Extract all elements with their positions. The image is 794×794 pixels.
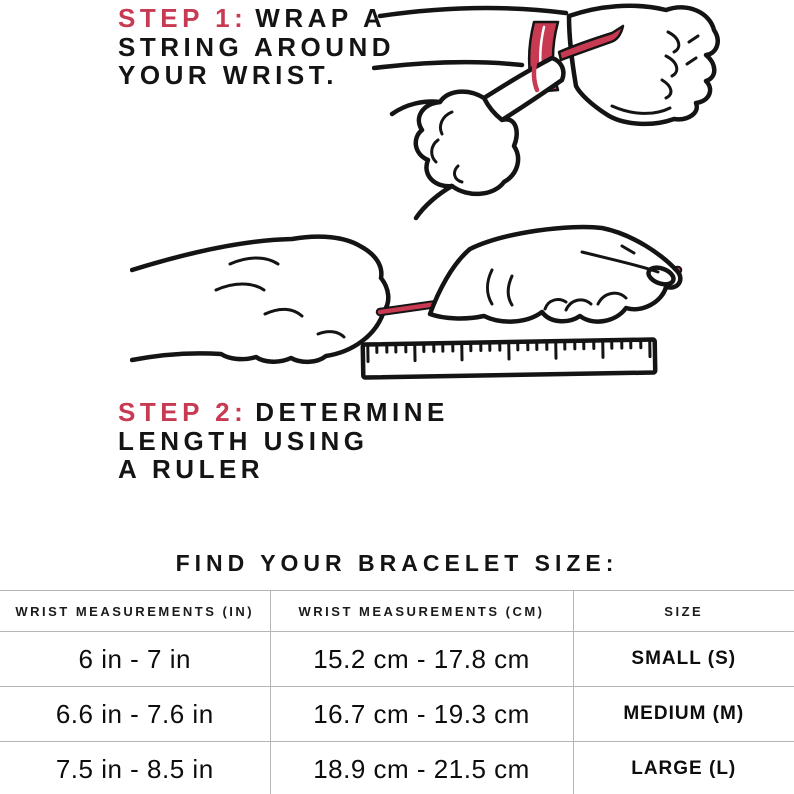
cell-cm: 18.9 cm - 21.5 cm bbox=[270, 742, 573, 794]
size-chart-title: FIND YOUR BRACELET SIZE: bbox=[175, 550, 619, 576]
column-header-size: SIZE bbox=[573, 591, 794, 632]
step2-line1: STEP 2: DETERMINE bbox=[118, 397, 449, 427]
step1-label: STEP 1: bbox=[118, 3, 248, 33]
step1-line2: STRING AROUND bbox=[118, 31, 396, 62]
ruler-measure-illustration bbox=[130, 212, 794, 392]
pointing-hand bbox=[392, 58, 563, 218]
table-row-small bbox=[0, 632, 794, 687]
step2-line3: A RULER bbox=[118, 454, 265, 484]
step1-heading bbox=[118, 4, 395, 90]
cell-cm: 16.7 cm - 19.3 cm bbox=[270, 687, 573, 742]
cell-inches: 6 in - 7 in bbox=[0, 632, 270, 687]
left-fist-hand bbox=[130, 237, 388, 362]
step2-line2: LENGTH USING bbox=[118, 425, 369, 456]
table-header-row bbox=[0, 591, 794, 632]
step2-label: STEP 2: bbox=[118, 397, 248, 427]
step1-line3: YOUR WRIST. bbox=[118, 60, 338, 90]
right-pinching-hand bbox=[430, 227, 680, 322]
table-row-medium bbox=[0, 687, 794, 742]
column-header-cm: WRIST MEASUREMENTS (CM) bbox=[270, 591, 573, 632]
size-chart-table bbox=[0, 590, 794, 794]
cell-inches: 6.6 in - 7.6 in bbox=[0, 687, 270, 742]
step2-heading bbox=[118, 398, 449, 484]
cell-size: MEDIUM (M) bbox=[573, 687, 794, 742]
cell-inches: 7.5 in - 8.5 in bbox=[0, 742, 270, 794]
cell-size: SMALL (S) bbox=[573, 632, 794, 687]
wrist-string-illustration bbox=[372, 0, 794, 225]
cell-cm: 15.2 cm - 17.8 cm bbox=[270, 632, 573, 687]
step1-line1: STEP 1: WRAP A bbox=[118, 3, 387, 33]
cell-size: LARGE (L) bbox=[573, 742, 794, 794]
column-header-inches: WRIST MEASUREMENTS (IN) bbox=[0, 591, 270, 632]
table-row-large bbox=[0, 742, 794, 794]
ruler bbox=[363, 339, 656, 377]
fist-hand bbox=[569, 6, 718, 124]
